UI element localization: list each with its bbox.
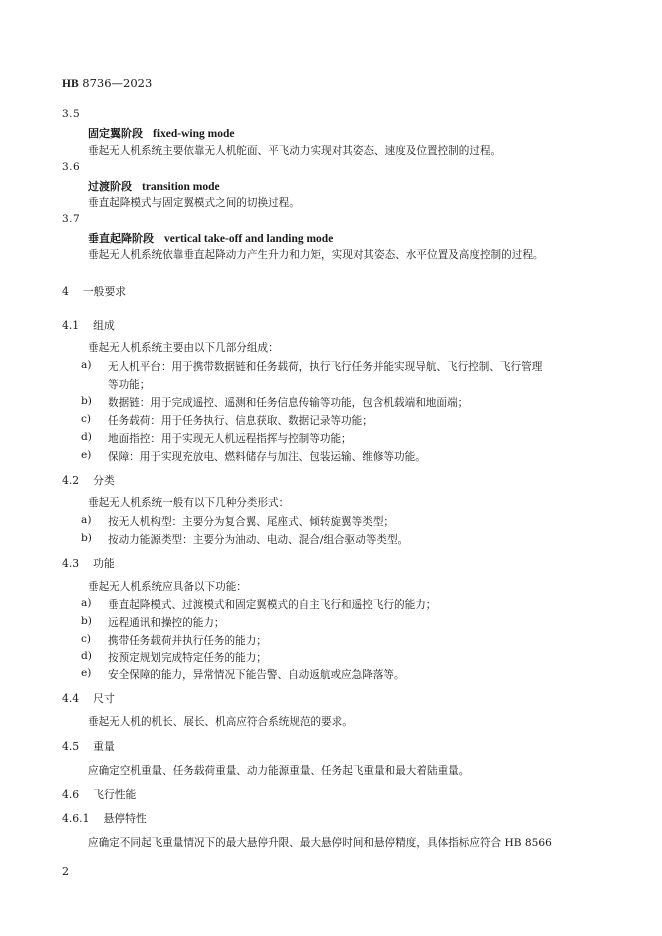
- section-title: 悬停特性: [103, 812, 147, 825]
- section-heading: [62, 318, 115, 333]
- document-code: [62, 76, 152, 90]
- list-item: [81, 395, 469, 410]
- list-item-text: 安全保障的能力，异常情况下能告警、自动返航或应急降落等。: [108, 669, 405, 681]
- list-item-text: 任务载荷：用于任务执行、信息获取、数据记录等功能；: [108, 415, 373, 427]
- section-title: 重量: [93, 740, 115, 753]
- list-marker: d): [81, 650, 92, 662]
- section-number: 4.6: [62, 788, 80, 801]
- list-marker: d): [81, 431, 92, 443]
- standard-number: 8736—2023: [82, 76, 153, 90]
- term-heading: [88, 125, 234, 141]
- paragraph: 应确定不同起飞重量情况下的最大悬停升限、最大悬停时间和悬停精度，具体指标应符合 HB 8566: [88, 837, 552, 849]
- list-item-text: 按动力能源类型：主要分为油动、电动、混合/组合驱动等类型。: [108, 534, 409, 546]
- list-marker: e): [81, 449, 92, 461]
- list-marker: b): [81, 395, 92, 407]
- term-definition: 垂起无人机系统依靠垂直起降动力产生升力和力矩，实现对其姿态、水平位置及高度控制的过程。: [88, 249, 544, 261]
- list-item-text: 按预定规划完成特定任务的能力；: [108, 652, 267, 664]
- standard-prefix: HB: [62, 78, 79, 90]
- term-english: fixed-wing mode: [153, 128, 235, 140]
- section-heading: [62, 691, 115, 706]
- list-item: [81, 615, 225, 630]
- term-chinese: 固定翼阶段: [88, 127, 143, 140]
- term-chinese: 过渡阶段: [88, 180, 132, 193]
- list-marker: b): [81, 615, 92, 627]
- list-item-text: 数据链：用于完成遥控、遥测和任务信息传输等功能，包含机载端和地面端；: [108, 397, 469, 409]
- section-heading: [62, 811, 147, 826]
- list-item-text: 远程通讯和操控的能力；: [108, 617, 225, 629]
- list-item-text: 保障：用于实现充放电、燃料储存与加注、包装运输、维修等功能。: [108, 451, 426, 463]
- paragraph: 垂起无人机系统应具备以下功能：: [88, 581, 247, 593]
- list-item-text: 垂直起降模式、过渡模式和固定翼模式的自主飞行和遥控飞行的能力；: [108, 599, 437, 611]
- list-item: [81, 633, 267, 648]
- list-item: [81, 650, 267, 665]
- paragraph: 垂起无人机系统一般有以下几种分类形式：: [88, 497, 290, 509]
- list-marker: a): [81, 359, 92, 371]
- list-item: [81, 449, 426, 464]
- list-marker: a): [81, 514, 92, 526]
- section-title: 飞行性能: [93, 788, 137, 801]
- list-marker: c): [81, 633, 92, 645]
- section-title: 分类: [93, 474, 115, 487]
- section-number: 4.6.1: [62, 812, 90, 825]
- section-heading: [62, 284, 126, 299]
- paragraph: 应确定空机重量、任务载荷重量、动力能源重量、任务起飞重量和最大着陆重量。: [88, 765, 470, 777]
- term-number: 3.6: [62, 161, 81, 173]
- term-heading: [88, 230, 333, 246]
- section-number: 4.5: [62, 740, 80, 753]
- section-heading: [62, 739, 115, 754]
- section-number: 4.1: [62, 319, 80, 332]
- page-number: 2: [62, 865, 69, 878]
- section-number: 4: [62, 285, 69, 298]
- term-heading: [88, 178, 220, 194]
- list-item: [81, 532, 409, 547]
- section-title: 功能: [93, 557, 115, 570]
- list-marker: a): [81, 597, 92, 609]
- list-item-continuation: 等功能；: [108, 379, 151, 391]
- list-item-text: 按无人机构型：主要分为复合翼、尾座式、倾转旋翼等类型；: [108, 516, 395, 528]
- section-heading: [62, 787, 136, 802]
- term-definition: 垂直起降模式与固定翼模式之间的切换过程。: [88, 197, 300, 209]
- list-item: [81, 597, 437, 612]
- section-heading: [62, 556, 115, 571]
- paragraph: 垂起无人机的机长、展长、机高应符合系统规范的要求。: [88, 716, 353, 728]
- term-chinese: 垂直起降阶段: [88, 232, 154, 245]
- section-title: 一般要求: [82, 285, 127, 298]
- section-number: 4.4: [62, 692, 80, 705]
- term-number: 3.5: [62, 108, 81, 120]
- term-number: 3.7: [62, 213, 81, 225]
- term-english: vertical take-off and landing mode: [164, 233, 334, 245]
- section-heading: [62, 473, 115, 488]
- list-item: [81, 431, 352, 446]
- list-item: [81, 514, 395, 529]
- list-item-text: 无人机平台：用于携带数据链和任务载荷，执行飞行任务并能实现导航、飞行控制、飞行管理: [108, 361, 543, 373]
- list-item: [81, 667, 405, 682]
- list-item: [81, 359, 543, 374]
- list-marker: c): [81, 413, 92, 425]
- list-marker: b): [81, 532, 92, 544]
- list-item-text: 地面指控：用于实现无人机远程指挥与控制等功能；: [108, 433, 352, 445]
- list-marker: e): [81, 667, 92, 679]
- list-item: [81, 413, 373, 428]
- section-title: 尺寸: [93, 692, 115, 705]
- list-item-text: 携带任务载荷并执行任务的能力；: [108, 635, 267, 647]
- section-number: 4.3: [62, 557, 80, 570]
- term-definition: 垂起无人机系统主要依靠无人机舵面、平飞动力实现对其姿态、速度及位置控制的过程。: [88, 145, 502, 157]
- paragraph: 垂起无人机系统主要由以下几部分组成：: [88, 342, 279, 354]
- section-number: 4.2: [62, 474, 80, 487]
- section-title: 组成: [93, 319, 115, 332]
- term-english: transition mode: [142, 181, 220, 193]
